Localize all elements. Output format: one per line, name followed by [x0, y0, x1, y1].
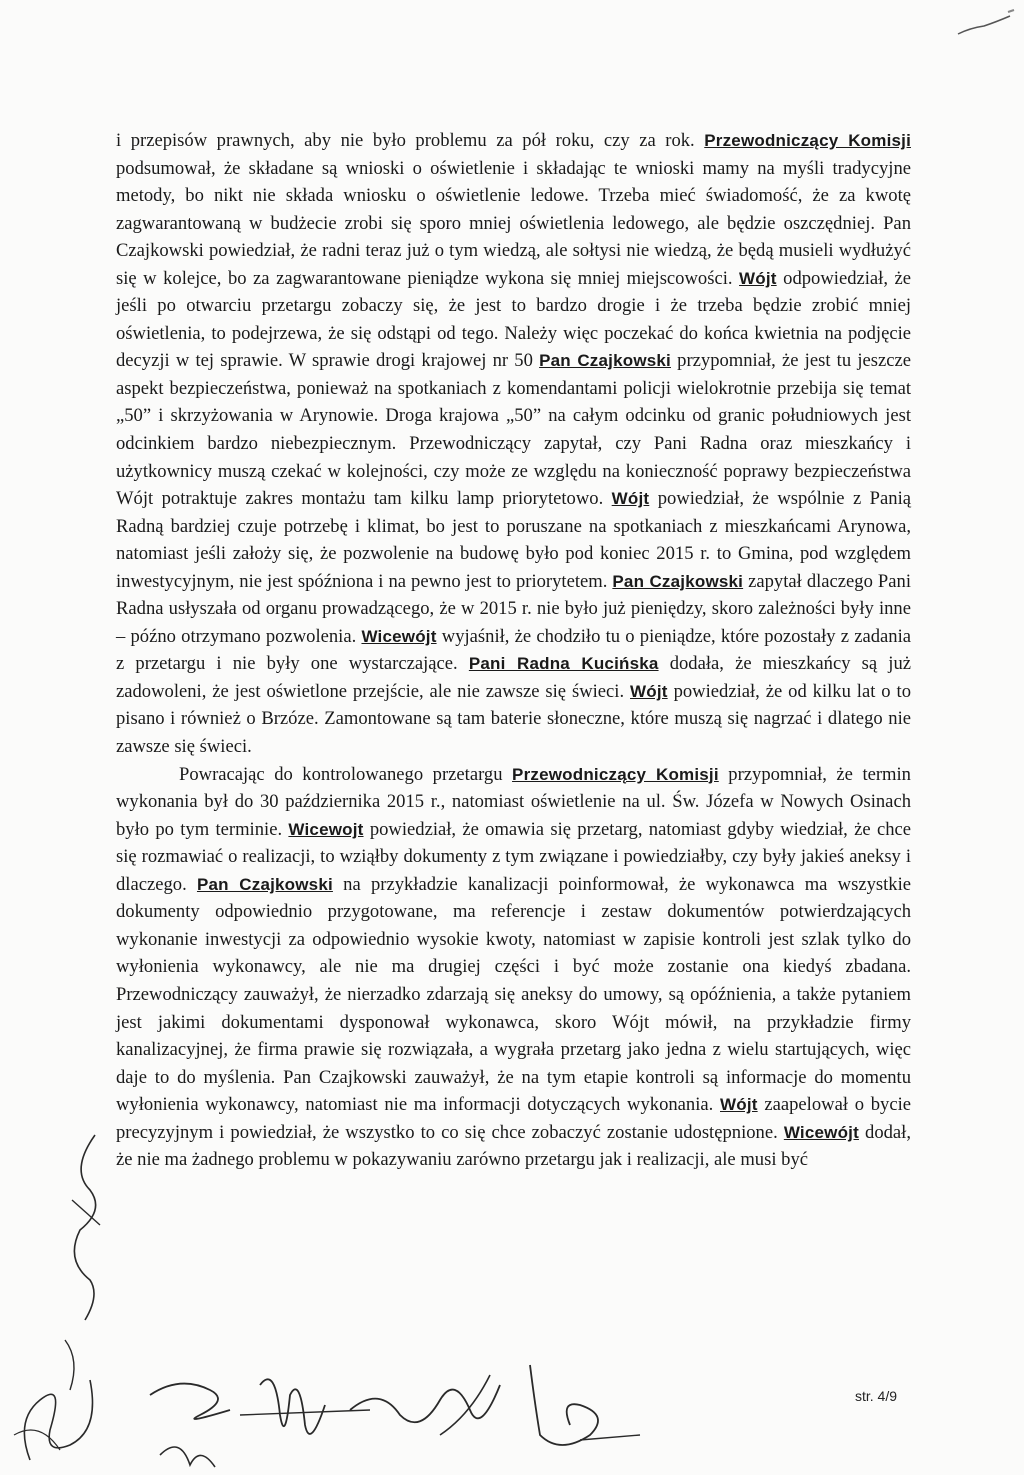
speaker-name: Wicewojt	[288, 819, 364, 839]
document-body	[116, 127, 911, 1174]
paragraph-text: wyjaśnił, że chodziło tu o pieniądze, które pozostały z zadania z przetargu i nie były one wystarczające.	[116, 625, 911, 675]
paragraph-text: powiedział, że od kilku lat o to pisano i również o Brzóze. Zamontowane są tam baterie słoneczne, które muszą się nagrzać i dlatego nie zawsze się świeci.	[116, 680, 911, 758]
paragraph-text: przypomniał, że jest tu jeszcze aspekt bezpieczeństwa, ponieważ na spotkaniach z komendantami policji wielokrotnie przebija się temat „50” i skrzyżowania w Arynowie. Droga krajowa „50” na całym odcinku od granic południowych jest odcinkiem bardzo niebezpiecznym. Przewodniczący zapytał, czy Pani Radna oraz mieszkańcy i użytkownicy muszą czekać w kolejności, czy może ze względu na konieczność poprawy bezpieczeństwa Wójt potraktuje zakres montażu tam kilku lamp priorytetowo.	[116, 350, 911, 510]
paragraph-text: dodał, że nie ma żadnego problemu w pokazywaniu zarówno przetargu jak i realizacji, ale musi być	[116, 1121, 911, 1171]
paragraph-text: odpowiedział, że jeśli po otwarciu przetargu zobaczy się, że jest to bardzo drogie i że trzeba będzie zrobić mniej oświetlenia, to podejrzewa, że się odstąpi od tego. Należy więc poczekać do końca kwietnia na podjęcie decyzji w tej sprawie. W sprawie drogi krajowej nr 50	[116, 267, 912, 372]
paragraph-text: i przepisów prawnych, aby nie było problemu za pół roku, czy za rok.	[116, 130, 705, 151]
speaker-name: Pani Radna Kucińska	[468, 654, 659, 674]
paragraph-text: powiedział, że wspólnie z Panią Radną bardziej czuje potrzebę i klimat, bo jest to poruszane na spotkaniach z mieszkańcami Arynowa, natomiast jeśli założy się, że pozwolenie na budowę było pod koniec 2015 r. to Gmina, pod względem inwestycyjnym, nie jest spóźniona i na pewno jest to priorytetem.	[116, 488, 911, 592]
paragraph-text: dodała, że mieszkańcy są już zadowoleni, że jest oświetlone przejście, ale nie zawsze się świeci.	[116, 653, 911, 702]
paragraph	[116, 127, 911, 761]
paragraph-text: powiedział, że omawia się przetarg, natomiast gdyby wiedział, że chce się rozmawiać o realizacji, to wziąłby dokumenty z tym związane i powiedziałby, czy były jakieś aneksy i dlaczego.	[116, 818, 911, 895]
speaker-name: Przewodniczący Komisji	[512, 764, 719, 784]
speaker-name: Wójt	[720, 1095, 758, 1115]
speaker-name: Wicewójt	[783, 1122, 859, 1142]
signature-left-bottom	[10, 1320, 120, 1470]
paragraph	[116, 761, 911, 1174]
paragraph-text: Powracając do kontrolowanego przetargu	[179, 763, 513, 785]
scan-mark	[950, 6, 1020, 51]
paragraph-text: na przykładzie kanalizacji poinformował, że wykonawca ma wszystkie dokumenty odpowiednio przygotowane, ma referencje i zestaw dokumentów potwierdzających wykonanie inwestycji za odpowiednio wysokie kwoty, natomiast w zapisie kontroli jest szlak tylko do wyłonienia wykonawcy, ale nie ma drugiej części i być może zostanie ona kiedyś zbadana. Przewodniczący zauważył, że nierzadko zdarzają się aneksy do umowy, są opóźnienia, a także pytaniem jest jakimi dokumentami dysponował wykonawca, skoro Wójt mówił, na przykładzie firmy kanalizacyjnej, że firma prawie się rozwiązała, a wygrała przetarg jako jedna z wielu startujących, więc daje to do myślenia. Pan Czajkowski zauważył, że na tym etapie kontroli są informacje do momentu wyłonienia wykonawcy, natomiast nie ma informacji dotyczących wykonania.	[116, 873, 911, 1116]
page-number: str. 4/9	[855, 1388, 898, 1404]
speaker-name: Pan Czajkowski	[196, 874, 333, 894]
signature-left-vertical	[60, 1130, 110, 1330]
signature-bottom-group	[140, 1355, 660, 1475]
speaker-name: Wicewójt	[361, 626, 437, 646]
paragraph-text: przypomniał, że termin wykonania był do 30 października 2015 r., natomiast oświetlenie na ul. Św. Józefa w Nowych Osinach było po tym terminie.	[116, 763, 911, 840]
paragraph-text: zapytał dlaczego Pani Radna usłyszała od organu prowadzącego, że w 2015 r. nie było już pieniędzy, skoro zależności były inne – późno otrzymano pozwolenia.	[116, 570, 911, 647]
speaker-name: Pan Czajkowski	[539, 351, 671, 371]
speaker-name: Wójt	[630, 681, 668, 701]
speaker-name: Wójt	[611, 489, 650, 509]
paragraph-text: podsumował, że składane są wnioski o oświetlenie i składając te wnioski mamy na myśli tradycyjne metody, bo nikt nie składa wniosku o oświetlenie ledowe. Trzeba mieć świadomość, że za kwotę zagwarantowaną w budżecie zrobi się sporo mniej oświetlenia ledowego, ale będzie oszczędniej. Pan Czajkowski powiedział, że radni teraz już o tym wiedzą, ale sołtysi nie wiedzą, że będą musieli wydłużyć się w kolejce, bo za zagwarantowane pieniądze wykona się mniej miejscowości.	[116, 157, 911, 289]
speaker-name: Przewodniczący Komisji	[704, 131, 911, 150]
speaker-name: Pan Czajkowski	[612, 571, 744, 591]
speaker-name: Wójt	[739, 268, 777, 288]
paragraph-text: zaapelował o bycie precyzyjnym i powiedział, że wszystko to co się chce zobaczyć zostanie udostępnione.	[116, 1094, 911, 1143]
